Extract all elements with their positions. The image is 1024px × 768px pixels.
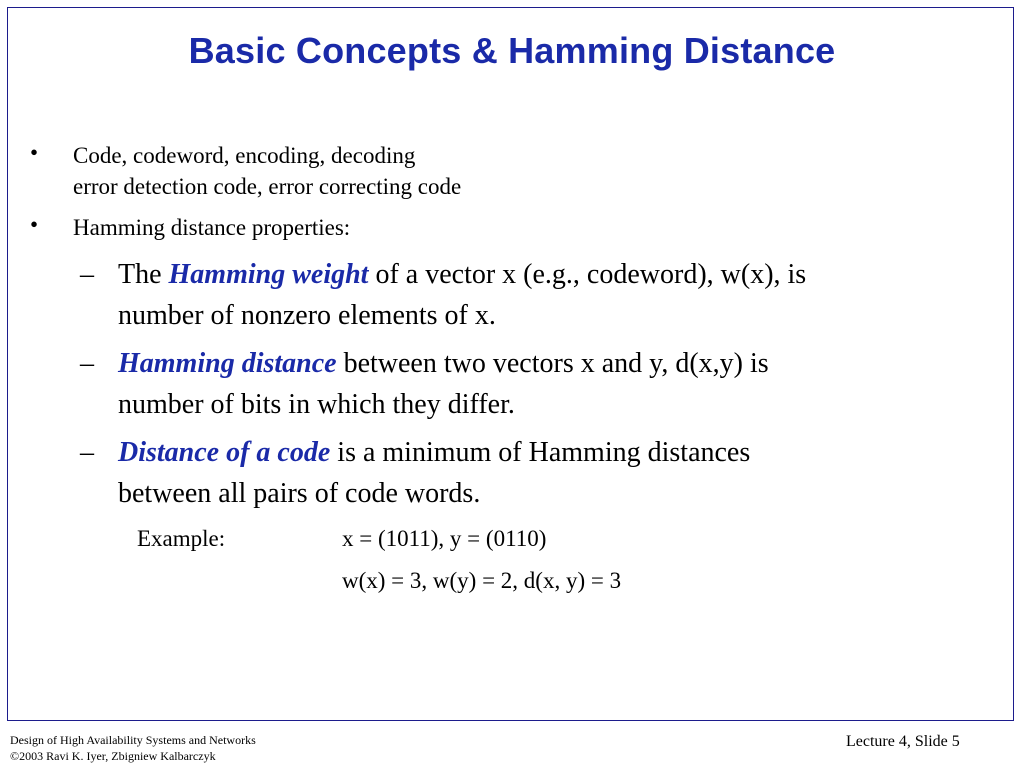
example-line: x = (1011), y = (0110) — [342, 526, 547, 551]
footer-copyright: ©2003 Ravi K. Iyer, Zbigniew Kalbarczyk — [10, 749, 216, 763]
sub-bullet-line: between all pairs of code words. — [118, 478, 481, 509]
bullet-text — [73, 140, 461, 202]
sub-bullet-line: number of bits in which they differ. — [118, 389, 515, 420]
term-distance-of-a-code: Distance of a code — [118, 437, 331, 468]
dash-marker: – — [80, 259, 94, 290]
dash-marker: – — [80, 437, 94, 468]
bullet-marker: • — [30, 140, 39, 165]
example-line: w(x) = 3, w(y) = 2, d(x, y) = 3 — [342, 568, 622, 593]
footer-credits — [10, 732, 256, 764]
bullet-line: error detection code, error correcting code — [73, 174, 462, 199]
sub-bullet-line: The Hamming weight of a vector x (e.g., codeword), w(x), is — [118, 259, 807, 290]
sub-bullet-line: number of nonzero elements of x. — [118, 300, 496, 331]
bullet-line: Hamming distance properties: — [73, 215, 351, 240]
sub-bullet-line: Hamming distance between two vectors x and y, d(x,y) is — [118, 348, 769, 379]
dash-marker: – — [80, 348, 94, 379]
bullet-text — [73, 212, 350, 243]
term-hamming-weight: Hamming weight — [168, 259, 369, 290]
footer-course: Design of High Availability Systems and Networks — [10, 733, 256, 747]
slide-number: Lecture 4, Slide 5 — [846, 733, 960, 750]
slide-title: Basic Concepts & Hamming Distance — [188, 30, 836, 71]
term-hamming-distance: Hamming distance — [118, 348, 337, 379]
bullet-marker: • — [30, 212, 39, 237]
sub-bullet-line: Distance of a code is a minimum of Hamming distances — [118, 437, 751, 468]
example-label: Example: — [137, 526, 226, 551]
bullet-line: Code, codeword, encoding, decoding — [73, 143, 416, 168]
